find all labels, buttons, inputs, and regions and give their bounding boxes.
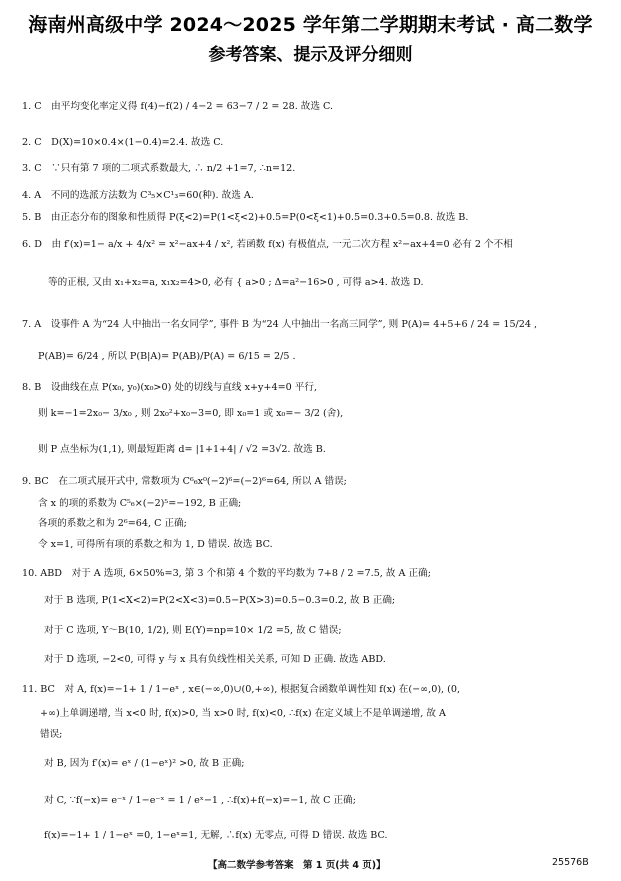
answer-line: P(AB)= 6/24 , 所以 P(B|A)= P(AB)/P(A) = 6/15 = 2/5 .: [38, 351, 296, 362]
answer-line: 1. C 由平均变化率定义得 f(4)−f(2) / 4−2 = 63−7 / 2 = 28. 故选 C.: [22, 101, 334, 112]
answer-line: +∞)上单调递增, 当 x<0 时, f(x)>0, 当 x>0 时, f(x)<0, ∴f(x) 在定义域上不是单调递增, 故 A: [40, 708, 446, 719]
answer-line: 则 k=−1=2x₀− 3/x₀ , 则 2x₀²+x₀−3=0, 即 x₀=1 或 x₀=− 3/2 (舍),: [38, 408, 344, 419]
answer-line: 对 C, ∵f(−x)= e⁻ˣ / 1−e⁻ˣ = 1 / eˣ−1 , ∴f(x)+f(−x)=−1, 故 C 正确;: [44, 795, 356, 806]
answer-line: 10. ABD 对于 A 选项, 6×50%=3, 第 3 个和第 4 个数的平均数为 7+8 / 2 =7.5, 故 A 正确;: [22, 568, 431, 579]
answer-line: f(x)=−1+ 1 / 1−eˣ =0, 1−eˣ=1, 无解, ∴f(x) 无零点, 可得 D 错误. 故选 BC.: [44, 830, 388, 841]
answer-line: 8. B 设曲线在点 P(x₀, y₀)(x₀>0) 处的切线与直线 x+y+4=0 平行,: [22, 382, 318, 393]
answer-line: 对于 C 选项, Y～B(10, 1/2), 则 E(Y)=np=10× 1/2 =5, 故 C 错误;: [44, 625, 342, 636]
answer-line: 11. BC 对 A, f(x)=−1+ 1 / 1−eˣ , x∈(−∞,0)∪(0,+∞), 根据复合函数单调性知 f(x) 在(−∞,0), (0,: [22, 684, 461, 695]
answer-line: 等的正根, 又由 x₁+x₂=a, x₁x₂=4>0, 必有 { a>0 ; Δ=a²−16>0 , 可得 a>4. 故选 D.: [48, 277, 424, 288]
answer-line: 7. A 设事件 A 为“24 人中抽出一名女同学”, 事件 B 为“24 人中抽出一名高三同学”, 则 P(A)= 4+5+6 / 24 = 15/24 ,: [22, 319, 538, 330]
answer-line: 对于 D 选项, −2<0, 可得 y 与 x 具有负线性相关关系, 可知 D 正确. 故选 ABD.: [44, 654, 386, 665]
page-footer: 【高二数学参考答案 第 1 页(共 4 页)】: [208, 860, 386, 871]
answer-line: 各项的系数之和为 2⁶=64, C 正确;: [38, 518, 187, 529]
answer-line: 4. A 不同的选派方法数为 C³₅×C¹₃=60(种). 故选 A.: [22, 190, 254, 201]
answer-line: 错误;: [40, 729, 63, 740]
answer-line: 对 B, 因为 f′(x)= eˣ / (1−eˣ)² >0, 故 B 正确;: [44, 758, 245, 769]
answer-line: 3. C ∵只有第 7 项的二项式系数最大, ∴ n/2 +1=7, ∴n=12.: [22, 163, 296, 174]
answer-line: 含 x 的项的系数为 C⁵₆×(−2)⁵=−192, B 正确;: [38, 498, 242, 509]
answer-line: 则 P 点坐标为(1,1), 则最短距离 d= |1+1+4| / √2 =3√2. 故选 B.: [38, 444, 326, 455]
answer-line: 6. D 由 f′(x)=1− a/x + 4/x² = x²−ax+4 / x², 若函数 f(x) 有极值点, 一元二次方程 x²−ax+4=0 必有 2 个不相: [22, 239, 513, 250]
answer-line: 2. C D(X)=10×0.4×(1−0.4)=2.4. 故选 C.: [22, 137, 224, 148]
answer-line: 令 x=1, 可得所有项的系数之和为 1, D 错误. 故选 BC.: [38, 539, 273, 550]
answer-line: 5. B 由正态分布的图象和性质得 P(ξ<2)=P(1<ξ<2)+0.5=P(0<ξ<1)+0.5=0.3+0.5=0.8. 故选 B.: [22, 212, 469, 223]
document-code: 25576B: [552, 857, 589, 868]
page-title: 海南州高级中学 2024～2025 学年第二学期期末考试 · 高二数学: [28, 14, 593, 36]
answer-line: 9. BC 在二项式展开式中, 常数项为 C⁶₆x⁰(−2)⁶=(−2)⁶=64, 所以 A 错误;: [22, 476, 347, 487]
page-subtitle: 参考答案、提示及评分细则: [208, 45, 413, 65]
answer-line: 对于 B 选项, P(1<X<2)=P(2<X<3)=0.5−P(X>3)=0.5−0.3=0.2, 故 B 正确;: [44, 595, 396, 606]
